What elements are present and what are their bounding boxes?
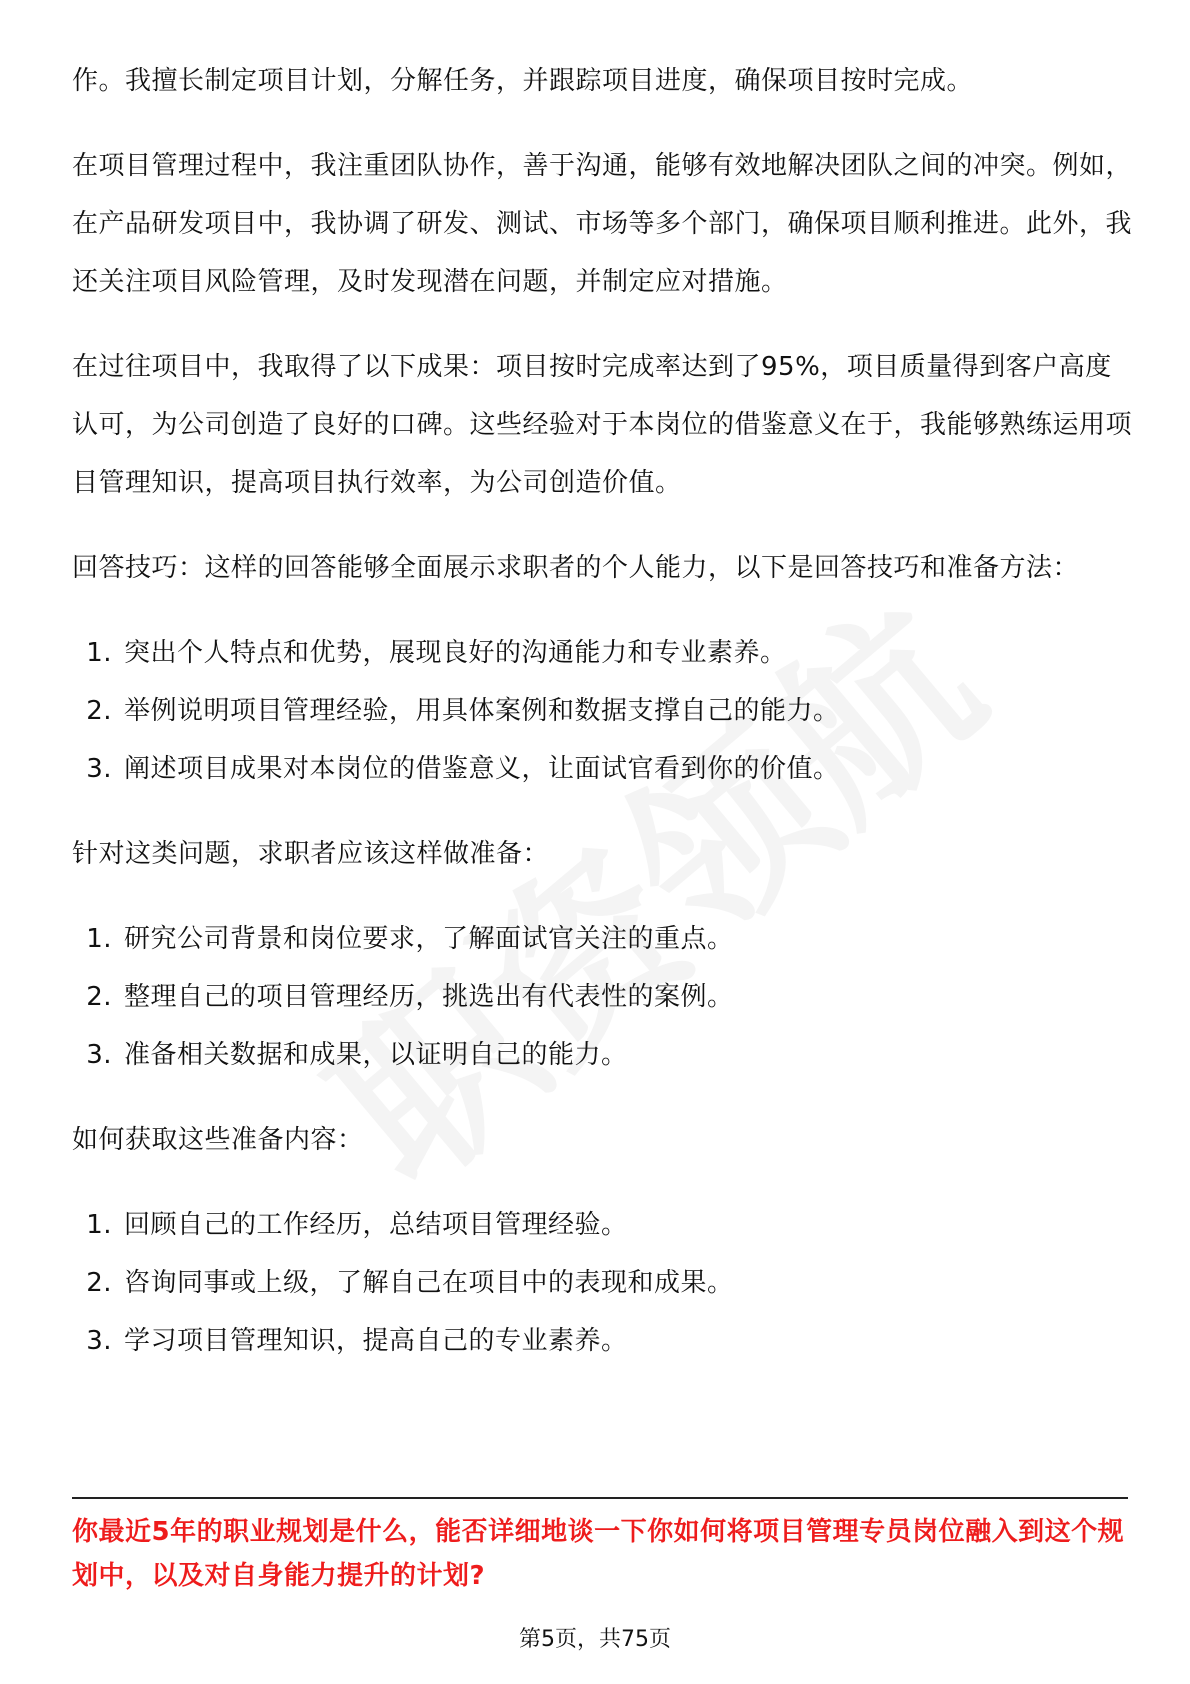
interview-question-heading: 你最近5年的职业规划是什么，能否详细地谈一下你如何将项目管理专员岗位融入到这个规划中，以及对自身能力提升的计划? [72, 1517, 1125, 1591]
paragraph-answer-tips: 回答技巧：这样的回答能够全面展示求职者的个人能力，以下是回答技巧和准备方法： [72, 553, 1080, 583]
paragraph-achievements: 在过往项目中，我取得了以下成果：项目按时完成率达到了95%，项目质量得到客户高度认可，为公司创造了良好的口碑。这些经验对于本岗位的借鉴意义在于，我能够熟练运用项目管理知识，提高项目执行效率，为公司创造价值。 [72, 352, 1133, 498]
list-number: 3. [86, 1040, 112, 1070]
preparation-list [72, 910, 1132, 1084]
paragraph-how-to-obtain: 如何获取这些准备内容： [72, 1125, 364, 1155]
list-text: 举例说明项目管理经验，用具体案例和数据支撑自己的能力。 [124, 696, 840, 726]
section-divider [72, 1497, 1128, 1499]
list-number: 1. [86, 638, 112, 668]
obtain-list [72, 1196, 1132, 1370]
list-item [72, 1312, 1132, 1370]
body-content [72, 52, 1132, 1397]
list-text: 突出个人特点和优势，展现良好的沟通能力和专业素养。 [124, 638, 787, 668]
list-item [72, 682, 1132, 740]
list-item [72, 624, 1132, 682]
list-number: 1. [86, 924, 112, 954]
list-text: 阐述项目成果对本岗位的借鉴意义，让面试官看到你的价值。 [124, 754, 840, 784]
list-number: 3. [86, 1326, 112, 1356]
list-item [72, 1196, 1132, 1254]
list-text: 研究公司背景和岗位要求，了解面试官关注的重点。 [124, 924, 734, 954]
list-item [72, 740, 1132, 798]
tips-list [72, 624, 1132, 798]
list-number: 2. [86, 982, 112, 1012]
paragraph-preparation: 针对这类问题，求职者应该这样做准备： [72, 839, 550, 869]
paragraph-teamwork: 在项目管理过程中，我注重团队协作，善于沟通，能够有效地解决团队之间的冲突。例如，在产品研发项目中，我协调了研发、测试、市场等多个部门，确保项目顺利推进。此外，我还关注项目风险管理，及时发现潜在问题，并制定应对措施。 [72, 151, 1133, 297]
list-number: 3. [86, 754, 112, 784]
list-number: 1. [86, 1210, 112, 1240]
list-number: 2. [86, 1268, 112, 1298]
list-text: 学习项目管理知识，提高自己的专业素养。 [124, 1326, 628, 1356]
list-item [72, 910, 1132, 968]
list-item [72, 1026, 1132, 1084]
list-text: 回顾自己的工作经历，总结项目管理经验。 [124, 1210, 628, 1240]
list-text: 整理自己的项目管理经历，挑选出有代表性的案例。 [124, 982, 734, 1012]
page-number: 第5页，共75页 [519, 1627, 671, 1652]
list-item [72, 1254, 1132, 1312]
list-number: 2. [86, 696, 112, 726]
list-text: 准备相关数据和成果，以证明自己的能力。 [124, 1040, 628, 1070]
paragraph-continuation: 作。我擅长制定项目计划，分解任务，并跟踪项目进度，确保项目按时完成。 [72, 66, 974, 96]
list-text: 咨询同事或上级，了解自己在项目中的表现和成果。 [124, 1268, 734, 1298]
list-item [72, 968, 1132, 1026]
